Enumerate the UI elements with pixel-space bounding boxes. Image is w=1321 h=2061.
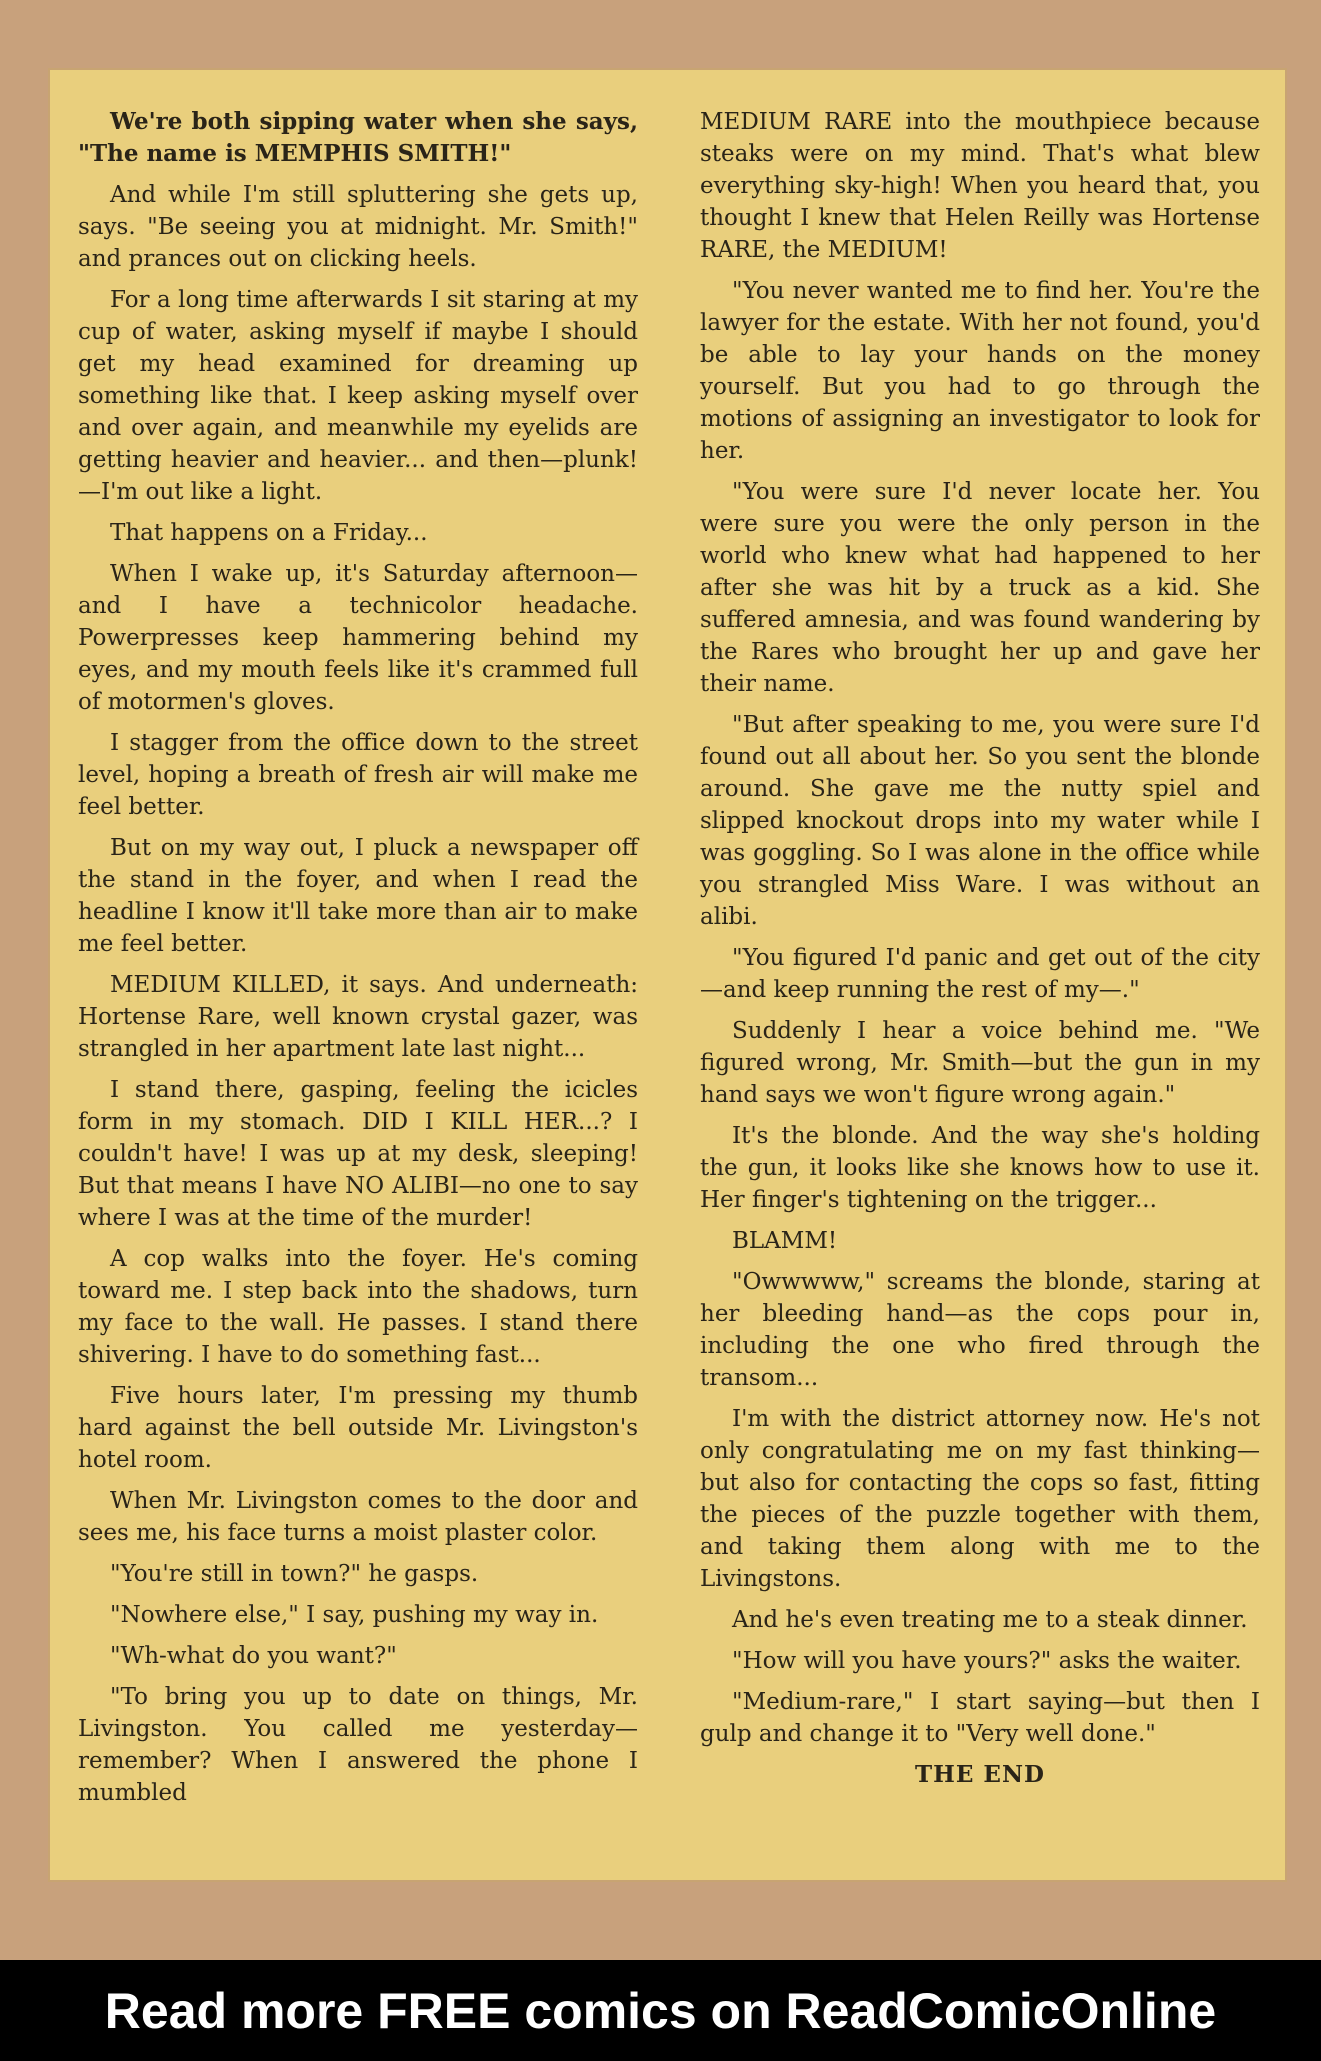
paragraph: "Medium-rare," I start saying—but then I gulp and change it to "Very well done." [700, 1689, 1260, 1747]
paragraph: "But after speaking to me, you were sure I'd found out all about her. So you sent the blonde around. She gave me the nutty spiel and slipped knockout drops into my water while I was goggling. So I was alone in the office while you strangled Miss Ware. I was without an alibi. [700, 712, 1260, 930]
paragraph: And while I'm still spluttering she gets up, says. "Be seeing you at midnight. Mr. Smith!" and prances out on clicking heels. [78, 182, 638, 272]
paragraph: "You were sure I'd never locate her. You were sure you were the only person in the world who knew what had happened to her after she was hit by a truck as a kid. She suffered amnesia, and was found wandering by the Rares who brought her up and gave her their name. [700, 479, 1260, 697]
paragraph: "Owwwww," screams the blonde, staring at her bleeding hand—as the cops pour in, including the one who fired through the transom... [700, 1269, 1260, 1391]
paragraph: "To bring you up to date on things, Mr. Livingston. You called me yesterday—remember? When I answered the phone I mumbled [78, 1684, 638, 1806]
paragraph: I stand there, gasping, feeling the icicles form in my stomach. DID I KILL HER...? I couldn't have! I was up at my desk, sleeping! But that means I have NO ALIBI—no one to say where I was at the time of the murder! [78, 1077, 638, 1231]
paragraph: "Wh-what do you want?" [110, 1643, 397, 1669]
paragraph: That happens on a Friday... [110, 520, 428, 546]
paragraph: MEDIUM KILLED, it says. And underneath: Hortense Rare, well known crystal gazer, was strangled in her apartment late last night... [78, 972, 638, 1062]
paragraph: "You figured I'd panic and get out of the city—and keep running the rest of my—." [700, 945, 1260, 1003]
paragraph: Five hours later, I'm pressing my thumb hard against the bell outside Mr. Livingston's hotel room. [78, 1383, 638, 1473]
paragraph: "How will you have yours?" asks the waiter. [732, 1648, 1242, 1674]
paragraph: BLAMM! [732, 1228, 838, 1254]
the-end-label: THE END [915, 1761, 1045, 1788]
paragraph: I'm with the district attorney now. He's not only congratulating me on my fast thinking—but also for contacting the cops so fast, fitting the pieces of the puzzle together with them, and taking them along with me to the Livingstons. [700, 1406, 1260, 1592]
paragraph: It's the blonde. And the way she's holding the gun, it looks like she knows how to use it. Her finger's tightening on the trigger... [700, 1123, 1260, 1213]
paragraph: But on my way out, I pluck a newspaper off the stand in the foyer, and when I read the headline I know it'll take more than air to make me feel better. [78, 835, 638, 957]
paragraph: We're both sipping water when she says, "The name is MEMPHIS SMITH!" [78, 108, 638, 167]
paragraph: I stagger from the office down to the street level, hoping a breath of fresh air will make me feel better. [78, 730, 638, 820]
text-panel [50, 70, 1285, 1880]
paragraph: "You never wanted me to find her. You're the lawyer for the estate. With her not found, you'd be able to lay your hands on the money yourself. But you had to go through the motions of assigning an investigator to look for her. [700, 278, 1260, 464]
paragraph: Suddenly I hear a voice behind me. "We figured wrong, Mr. Smith—but the gun in my hand says we won't figure wrong again." [700, 1018, 1260, 1108]
paragraph: A cop walks into the foyer. He's coming toward me. I step back into the shadows, turn my face to the wall. He passes. I stand there shivering. I have to do something fast... [78, 1246, 638, 1368]
left-column [78, 106, 638, 1818]
paragraph: When Mr. Livingston comes to the door and sees me, his face turns a moist plaster color. [78, 1488, 638, 1546]
paragraph: MEDIUM RARE into the mouthpiece because steaks were on my mind. That's what blew everything sky-high! When you heard that, you thought I knew that Helen Reilly was Hortense RARE, the MEDIUM! [700, 109, 1260, 263]
paragraph: "Nowhere else," I say, pushing my way in. [110, 1602, 599, 1628]
right-column [700, 106, 1260, 1791]
paragraph: For a long time afterwards I sit staring at my cup of water, asking myself if maybe I should get my head examined for dreaming up something like that. I keep asking myself over and over again, and meanwhile my eyelids are getting heavier and heavier... and then—plunk!—I'm out like a light. [78, 287, 638, 505]
paragraph: "You're still in town?" he gasps. [110, 1561, 479, 1587]
promo-banner[interactable] [0, 1960, 1321, 2061]
paragraph: When I wake up, it's Saturday afternoon—and I have a technicolor headache. Powerpresses keep hammering behind my eyes, and my mouth feels like it's crammed full of motormen's gloves. [78, 561, 638, 715]
paragraph: And he's even treating me to a steak dinner. [732, 1607, 1248, 1633]
banner-text[interactable]: Read more FREE comics on ReadComicOnline [104, 1982, 1217, 2039]
